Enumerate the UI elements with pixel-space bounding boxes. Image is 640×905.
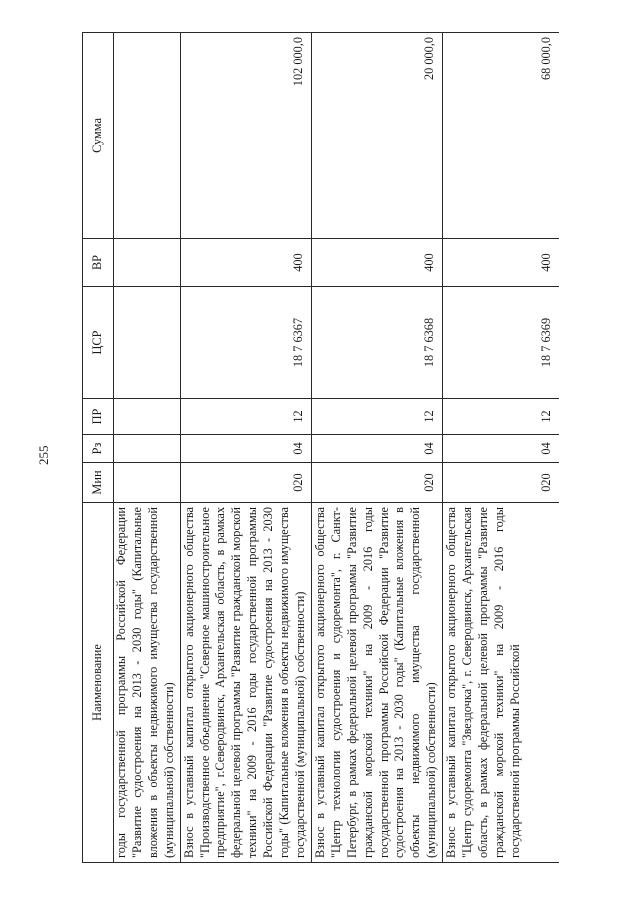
row-name: Взнос в уставный капитал открытого акционерного общества "Производственное объединение "Северное машиностроительное предприятие", г.Северодвинск, Архангельская область, в рамках федеральной целевой программы "Развитие гражданской морской техники" на 2009 - 2016 годы государственной программы Российской Федерации "Развитие судостроения на 2013 - 2030 годы" (Капитальные вложения в объекты недвижимого имущества государственной (муниципальной) собственности)	[180, 503, 311, 863]
row-min	[114, 463, 181, 503]
row-csr	[114, 287, 181, 399]
header-pr: ПР	[83, 399, 114, 435]
row-name: годы государственной программы Российской Федерации "Развитие судостроения на 2013 - 2030 годы" (Капитальные вложения в объекты недвижимого имущества государственной (муниципальной) собственности)	[114, 503, 181, 863]
table-row	[311, 33, 442, 863]
row-vr	[114, 239, 181, 287]
row-rz: 04	[443, 435, 560, 463]
row-amount: 20 000,0	[311, 33, 442, 239]
table-row	[114, 33, 181, 863]
page-number: 255	[36, 445, 51, 465]
row-csr: 18 7 6369	[443, 287, 560, 399]
row-vr: 400	[443, 239, 560, 287]
row-rz: 04	[180, 435, 311, 463]
row-vr: 400	[180, 239, 311, 287]
row-pr: 12	[180, 399, 311, 435]
table-row	[180, 33, 311, 863]
row-rz: 04	[311, 435, 442, 463]
row-vr: 400	[311, 239, 442, 287]
row-name: Взнос в уставный капитал открытого акционерного общества "Центр технологии судостроения и судоремонта", г. Санкт-Петербург, в рамках федеральной целевой программы "Развитие гражданской морской техники" на 2009 - 2016 годы государственной программы Российской Федерации "Развитие судостроения на 2013 - 2030 годы" (Капитальные вложения в объекты недвижимого имущества государственной (муниципальной) собственности)	[311, 503, 442, 863]
header-name: Наименование	[83, 503, 114, 863]
row-min: 020	[180, 463, 311, 503]
row-amount	[114, 33, 181, 239]
table-header-row	[83, 33, 114, 863]
row-csr: 18 7 6368	[311, 287, 442, 399]
row-amount: 68 000,0	[443, 33, 560, 239]
row-pr: 12	[311, 399, 442, 435]
header-vr: ВР	[83, 239, 114, 287]
row-min: 020	[311, 463, 442, 503]
row-min: 020	[443, 463, 560, 503]
header-csr: ЦСР	[83, 287, 114, 399]
header-min: Мин	[83, 463, 114, 503]
row-rz	[114, 435, 181, 463]
row-pr	[114, 399, 181, 435]
row-amount: 102 000,0	[180, 33, 311, 239]
header-amount: Сумма	[83, 33, 114, 239]
budget-table	[82, 32, 559, 863]
row-pr: 12	[443, 399, 560, 435]
table-row	[443, 33, 560, 863]
row-name: Взнос в уставный капитал открытого акционерного общества "Центр судоремонта "Звездочка", г. Северодвинск, Архангельская область, в рамках федеральной целевой программы "Развитие гражданской морской техники" на 2009 - 2016 годы государственной программы Российской	[443, 503, 560, 863]
row-csr: 18 7 6367	[180, 287, 311, 399]
header-rz: Рз	[83, 435, 114, 463]
